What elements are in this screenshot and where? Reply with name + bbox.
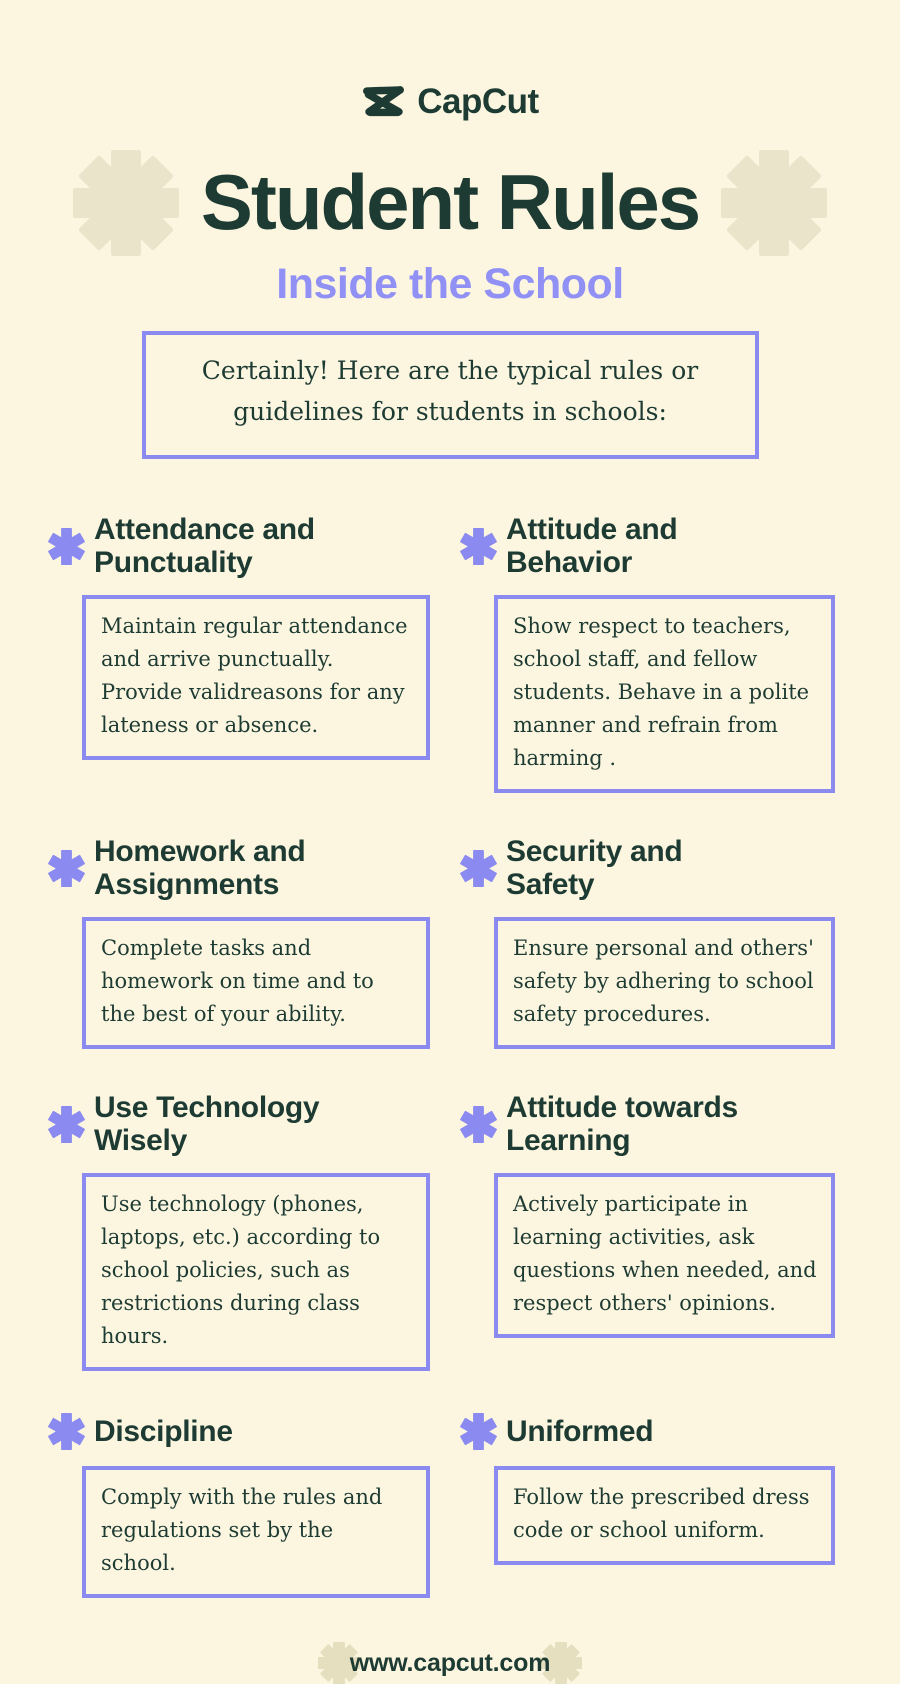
section-body-box: Ensure personal and others' safety by adhering to school safety procedures.	[494, 917, 835, 1049]
section-title	[94, 1415, 233, 1448]
section-title-line: Attitude and	[506, 513, 678, 546]
section-heading	[48, 835, 430, 901]
asterisk-6-point-icon	[460, 1106, 497, 1143]
section-technology	[48, 1091, 430, 1371]
section-body-box: Maintain regular attendance and arrive punctually. Provide validreasons for any lateness or absence.	[82, 595, 430, 760]
section-title	[506, 835, 682, 901]
section-body-box: Actively participate in learning activities, ask questions when needed, and respect others' opinions.	[494, 1173, 835, 1338]
section-title-line: Uniformed	[506, 1415, 654, 1448]
section-title-line: Wisely	[94, 1124, 187, 1157]
brand-logo	[0, 0, 900, 122]
section-homework	[48, 835, 430, 1049]
asterisk-6-point-icon	[460, 528, 497, 565]
section-title-line: Assignments	[94, 868, 280, 901]
section-title	[506, 1091, 738, 1157]
section-title	[94, 1091, 319, 1157]
section-title-line: Use Technology	[94, 1091, 320, 1124]
section-title-line: Security and	[506, 835, 683, 868]
section-title-line: Behavior	[506, 546, 632, 579]
section-title-line: Safety	[506, 868, 595, 901]
burst-8-point-icon	[721, 150, 827, 256]
section-heading	[460, 513, 835, 579]
sections-grid	[48, 513, 900, 1598]
page-title: Student Rules	[200, 158, 700, 247]
asterisk-6-point-icon	[460, 1413, 497, 1450]
section-attendance	[48, 513, 430, 793]
section-heading	[48, 513, 430, 579]
section-title	[94, 513, 315, 579]
section-row-2	[48, 835, 900, 1049]
section-title-line: Homework and	[94, 835, 306, 868]
section-behavior	[460, 513, 835, 793]
burst-8-point-icon	[73, 150, 179, 256]
section-title	[506, 1415, 653, 1448]
section-heading	[48, 1413, 430, 1450]
footer-url: www.capcut.com	[349, 1648, 551, 1677]
section-heading	[48, 1091, 430, 1157]
section-body-box: Show respect to teachers, school staff, and fellow students. Behave in a polite manner and refrain from harming .	[494, 595, 835, 793]
section-body-box: Comply with the rules and regulations set by the school.	[82, 1466, 430, 1598]
section-discipline	[48, 1413, 430, 1598]
asterisk-6-point-icon	[48, 850, 85, 887]
brand-logo-text: CapCut	[417, 82, 539, 121]
section-heading	[460, 1413, 835, 1450]
asterisk-6-point-icon	[48, 1106, 85, 1143]
section-body-box: Complete tasks and homework on time and to the best of your ability.	[82, 917, 430, 1049]
section-learning	[460, 1091, 835, 1371]
section-security	[460, 835, 835, 1049]
asterisk-6-point-icon	[48, 1413, 85, 1450]
section-row-1	[48, 513, 900, 793]
footer	[0, 1642, 900, 1684]
section-title	[94, 835, 305, 901]
section-row-4	[48, 1413, 900, 1598]
section-heading	[460, 835, 835, 901]
page-subtitle: Inside the School	[276, 260, 624, 308]
section-title	[506, 513, 677, 579]
section-body-box: Use technology (phones, laptops, etc.) according to school policies, such as restrictions during class hours.	[82, 1173, 430, 1371]
section-heading	[460, 1091, 835, 1157]
section-title-line: Attitude towards	[506, 1091, 738, 1124]
section-title-line: Discipline	[94, 1415, 233, 1448]
section-row-3	[48, 1091, 900, 1371]
title-row	[0, 150, 900, 256]
section-title-line: Learning	[506, 1124, 631, 1157]
section-title-line: Attendance and	[94, 513, 315, 546]
capcut-logo-icon	[361, 84, 407, 120]
intro-box: Certainly! Here are the typical rules or guidelines for students in schools:	[142, 331, 759, 459]
asterisk-6-point-icon	[460, 850, 497, 887]
section-title-line: Punctuality	[94, 546, 253, 579]
section-body-box: Follow the prescribed dress code or school uniform.	[494, 1466, 835, 1565]
asterisk-6-point-icon	[48, 528, 85, 565]
section-uniform	[460, 1413, 835, 1598]
